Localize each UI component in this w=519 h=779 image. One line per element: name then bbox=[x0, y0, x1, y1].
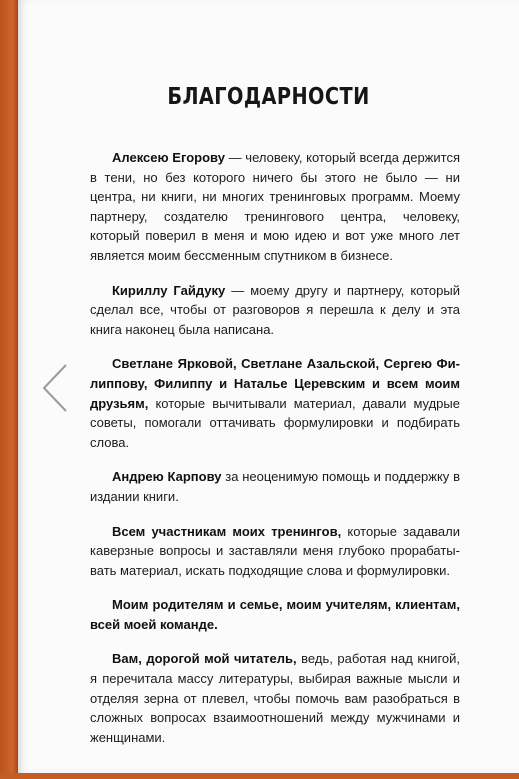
chevron-left-icon bbox=[38, 362, 72, 414]
previous-page-button[interactable] bbox=[38, 362, 72, 414]
paragraph-text: которые задавали каверзные вопросы и заставляли меня глубоко прорабатывать материал, искать подходящие слова и формулировки. bbox=[90, 523, 461, 578]
acknowledgements-content bbox=[90, 148, 460, 762]
paragraph-text: — человеку, который всегда держится в тени, но без которого ничего бы этого не было — ни центра, ни книги, ни многих тренинговых программ. Моему партнеру, создателю тренингового центра, человеку, который поверил в меня и мою идею и вот уже много лет является моим бессменным спутником в бизнесе. bbox=[90, 150, 460, 263]
paragraph-bold: Алексею Егорову bbox=[112, 150, 225, 165]
book-page bbox=[18, 0, 519, 773]
paragraph-bold: Кириллу Гайдуку bbox=[112, 282, 226, 298]
paragraph-1 bbox=[90, 148, 460, 266]
book-bottom-edge bbox=[0, 773, 519, 779]
paragraph-text: ведь, работая над книгой, я перечитала массу литературы, выбирая важные мысли и отделяя зерна от плевел, чтобы помочь вам разобраться в сложных вопросах взаимоотношений между мужчинами и женщинами. bbox=[90, 651, 461, 745]
paragraph-3 bbox=[90, 354, 460, 452]
paragraph-bold: Моим родителям и семье, моим учителям, клиентам, всей моей команде. bbox=[90, 597, 460, 632]
paragraph-4 bbox=[90, 467, 460, 506]
paragraph-text: — моему другу и партнеру, который сделал все, чтобы от разговоров я перешла к делу и эта книга наконец была написана. bbox=[90, 282, 460, 337]
paragraph-bold: Андрею Карпову bbox=[112, 469, 222, 485]
paragraph-6 bbox=[90, 595, 460, 634]
paragraph-bold: Вам, дорогой мой читатель, bbox=[112, 651, 297, 667]
paragraph-7 bbox=[90, 649, 460, 747]
paragraph-bold: Всем участникам моих тренингов, bbox=[112, 523, 342, 539]
paragraph-text: за неоценимую помощь и поддержку в издании книги. bbox=[90, 469, 460, 504]
paragraph-5 bbox=[90, 522, 460, 581]
page-title: БЛАГОДАРНОСТИ bbox=[167, 84, 370, 110]
paragraph-text: которые вычитывали материал, давали мудрые советы, помогали оттачивать формулировки и подбирать слова. bbox=[90, 395, 460, 450]
book-spine-edge bbox=[0, 0, 18, 779]
paragraph-bold: Светлане Ярковой, Светлане Азальской, Сергею Филиппову, Филиппу и Наталье Церевским и всем моим друзьям, bbox=[90, 356, 460, 411]
paragraph-2 bbox=[90, 281, 460, 340]
